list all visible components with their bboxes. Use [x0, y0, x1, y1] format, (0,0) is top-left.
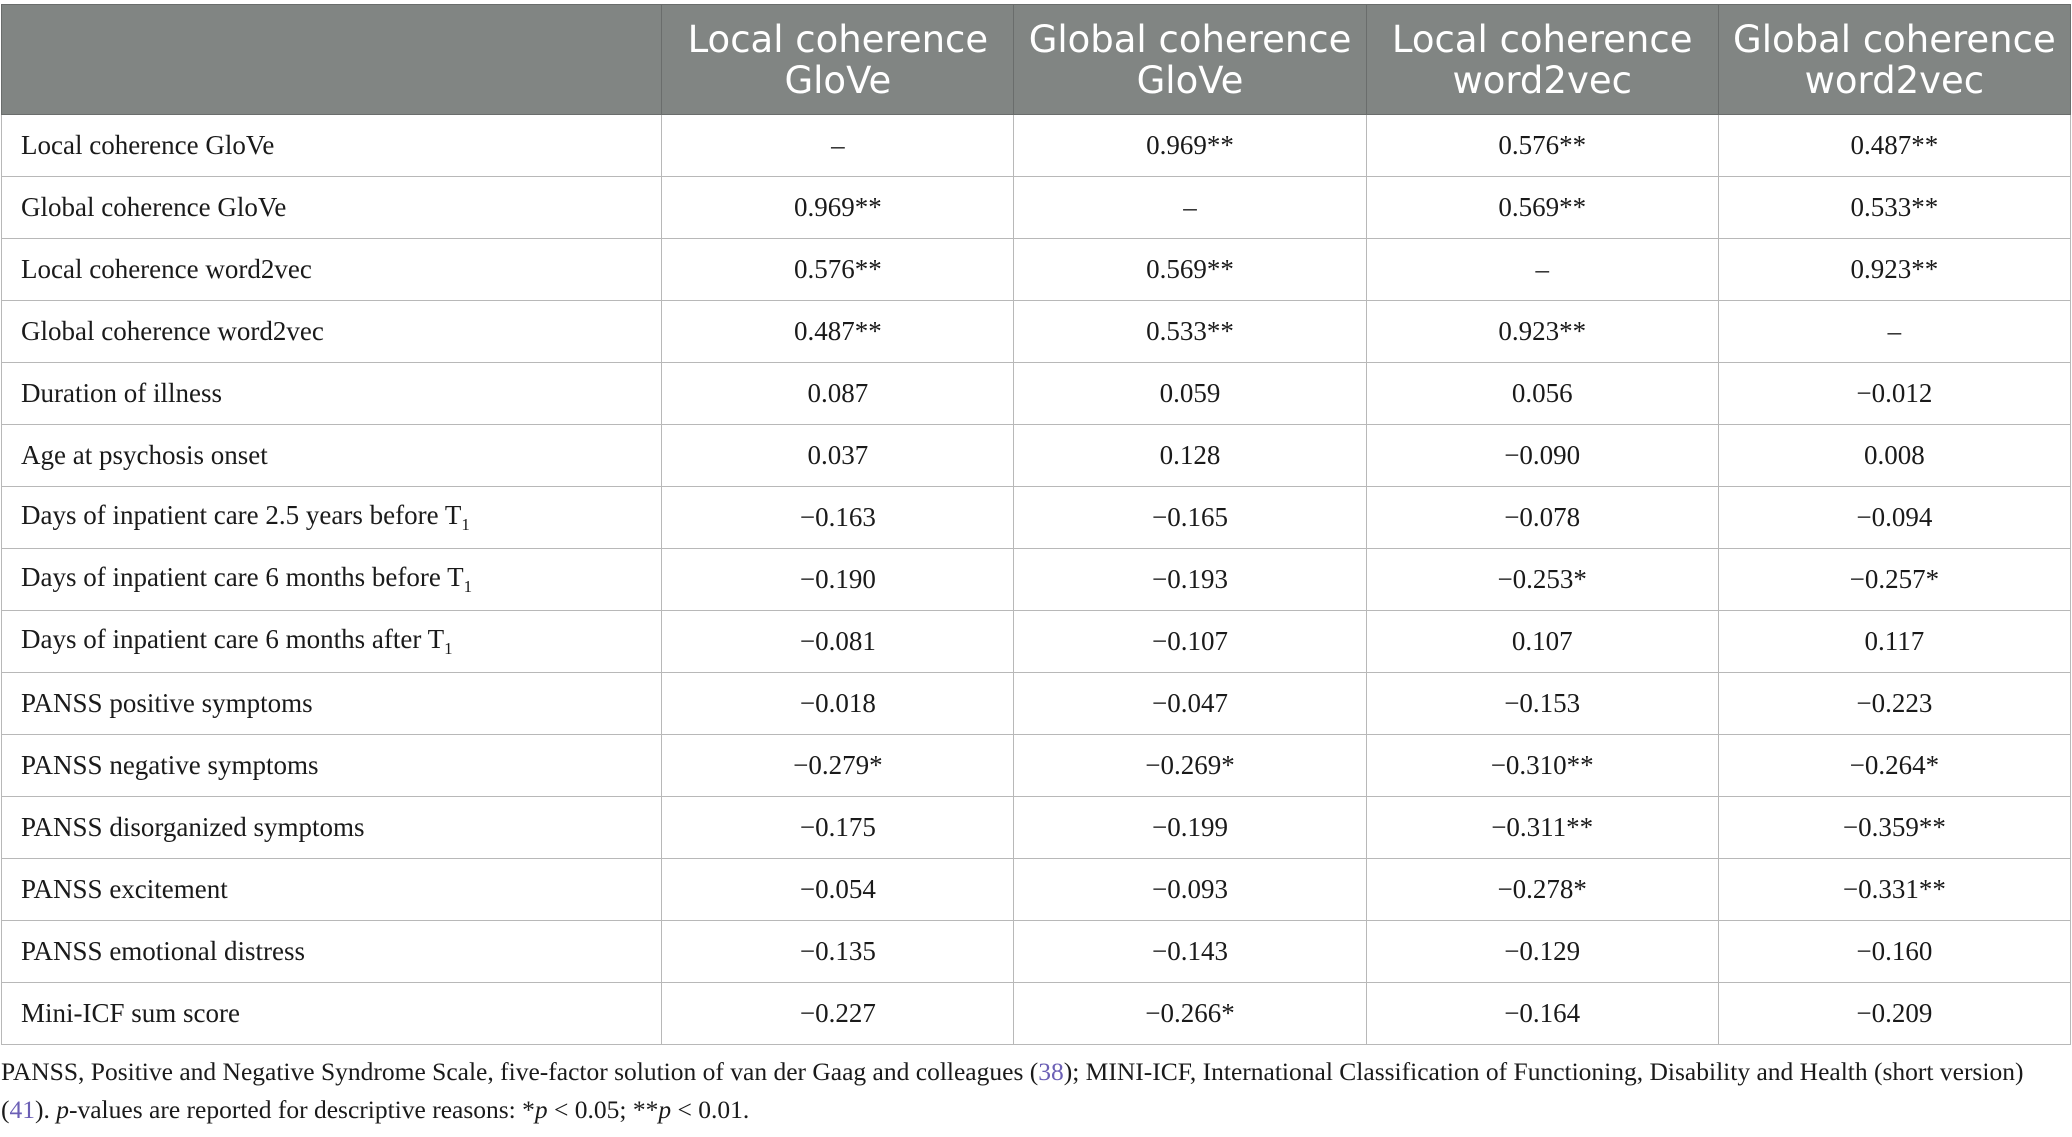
table-row — [2, 487, 2071, 549]
table-cell: – — [662, 115, 1014, 177]
column-header-line: Global coherence — [1028, 17, 1352, 61]
column-header-line: Local coherence — [687, 17, 989, 61]
row-label-text: Local coherence GloVe — [21, 130, 275, 160]
table-cell: 0.969** — [1014, 115, 1366, 177]
table-cell: 0.037 — [662, 425, 1014, 487]
reference-link-38[interactable]: 38 — [1038, 1057, 1064, 1086]
column-header-line: word2vec — [1452, 58, 1632, 102]
row-label — [2, 425, 662, 487]
footnote-italic-p: p — [56, 1095, 69, 1124]
table-row — [2, 859, 2071, 921]
row-label — [2, 611, 662, 673]
table-cell: −0.311** — [1366, 797, 1718, 859]
row-label-subscript: 1 — [444, 639, 453, 658]
column-header — [1014, 5, 1366, 115]
table-cell: −0.078 — [1366, 487, 1718, 549]
row-label-text: Days of inpatient care 6 months after T — [21, 624, 445, 654]
row-label-text: PANSS excitement — [21, 874, 228, 904]
table-cell: −0.227 — [662, 983, 1014, 1045]
table-cell: −0.107 — [1014, 611, 1366, 673]
table-cell: −0.266* — [1014, 983, 1366, 1045]
column-header-line: GloVe — [784, 58, 892, 102]
table-row — [2, 363, 2071, 425]
correlation-table — [1, 4, 2071, 1045]
table-row — [2, 301, 2071, 363]
table-row — [2, 425, 2071, 487]
table-cell: −0.278* — [1366, 859, 1718, 921]
table-cell: 0.087 — [662, 363, 1014, 425]
footnote-text: ). — [35, 1095, 57, 1124]
column-header-line: GloVe — [1136, 58, 1244, 102]
row-label — [2, 177, 662, 239]
table-footnote — [1, 1053, 2069, 1129]
table-cell: −0.199 — [1014, 797, 1366, 859]
table-cell: −0.129 — [1366, 921, 1718, 983]
column-header-line: Global coherence — [1733, 17, 2056, 61]
row-label — [2, 859, 662, 921]
row-label — [2, 735, 662, 797]
row-label — [2, 239, 662, 301]
table-cell: 0.923** — [1718, 239, 2070, 301]
table-cell: −0.012 — [1718, 363, 2070, 425]
table-cell: −0.143 — [1014, 921, 1366, 983]
row-label — [2, 487, 662, 549]
table-cell: −0.310** — [1366, 735, 1718, 797]
column-header — [1718, 5, 2070, 115]
table-cell: −0.257* — [1718, 549, 2070, 611]
table-cell: 0.533** — [1718, 177, 2070, 239]
row-label-text: Days of inpatient care 2.5 years before T — [21, 500, 462, 530]
row-label-text: Global coherence word2vec — [21, 316, 324, 346]
table-cell: 0.923** — [1366, 301, 1718, 363]
table-cell: −0.081 — [662, 611, 1014, 673]
table-cell: −0.223 — [1718, 673, 2070, 735]
row-label-text: Duration of illness — [21, 378, 222, 408]
table-cell: – — [1718, 301, 2070, 363]
header-cell-corner — [2, 5, 662, 115]
table-cell: −0.209 — [1718, 983, 2070, 1045]
table-cell: −0.094 — [1718, 487, 2070, 549]
table-row — [2, 177, 2071, 239]
footnote-text: ); MINI-ICF, International Classification of Functioning, Disability and Health (short version) ( — [1, 1057, 2024, 1124]
row-label-text: Local coherence word2vec — [21, 254, 312, 284]
footnote-text: PANSS, Positive and Negative Syndrome Scale, five-factor solution of van der Gaag and colleagues ( — [1, 1057, 1039, 1086]
table-cell: −0.269* — [1014, 735, 1366, 797]
table-cell: 0.487** — [1718, 115, 2070, 177]
row-label-text: Global coherence GloVe — [21, 192, 287, 222]
table-cell: −0.279* — [662, 735, 1014, 797]
table-row — [2, 611, 2071, 673]
table-cell: −0.253* — [1366, 549, 1718, 611]
row-label-text: PANSS negative symptoms — [21, 750, 319, 780]
table-cell: −0.054 — [662, 859, 1014, 921]
table-cell: −0.047 — [1014, 673, 1366, 735]
table-cell: 0.056 — [1366, 363, 1718, 425]
table-cell: −0.163 — [662, 487, 1014, 549]
table-row — [2, 983, 2071, 1045]
table-row — [2, 673, 2071, 735]
table-cell: 0.533** — [1014, 301, 1366, 363]
table-cell: – — [1366, 239, 1718, 301]
row-label-text: PANSS emotional distress — [21, 936, 306, 966]
table-cell: −0.160 — [1718, 921, 2070, 983]
table-cell: 0.487** — [662, 301, 1014, 363]
row-label-text: PANSS disorganized symptoms — [21, 812, 365, 842]
row-label — [2, 983, 662, 1045]
table-cell: 0.576** — [662, 239, 1014, 301]
table-body — [2, 115, 2071, 1045]
table-cell: −0.264* — [1718, 735, 2070, 797]
row-label-text: Mini-ICF sum score — [21, 998, 240, 1028]
table-cell: −0.193 — [1014, 549, 1366, 611]
table-row — [2, 115, 2071, 177]
footnote-text: < 0.01. — [671, 1095, 750, 1124]
table-cell: −0.359** — [1718, 797, 2070, 859]
row-label-subscript: 1 — [463, 577, 473, 596]
table-header-row — [2, 5, 2071, 115]
table-cell: −0.093 — [1014, 859, 1366, 921]
row-label — [2, 301, 662, 363]
row-label-text: PANSS positive symptoms — [21, 688, 313, 718]
table-cell: 0.059 — [1014, 363, 1366, 425]
table-cell: −0.090 — [1366, 425, 1718, 487]
table-cell: 0.576** — [1366, 115, 1718, 177]
row-label — [2, 797, 662, 859]
table-cell: 0.569** — [1014, 239, 1366, 301]
row-label — [2, 549, 662, 611]
table-cell: – — [1014, 177, 1366, 239]
table-row — [2, 549, 2071, 611]
column-header — [662, 5, 1014, 115]
table-cell: −0.175 — [662, 797, 1014, 859]
table-cell: −0.153 — [1366, 673, 1718, 735]
table-row — [2, 239, 2071, 301]
column-header-line: word2vec — [1804, 58, 1985, 102]
reference-link-41[interactable]: 41 — [9, 1095, 35, 1124]
table-row — [2, 921, 2071, 983]
row-label — [2, 673, 662, 735]
footnote-text: -values are reported for descriptive reasons: * — [69, 1095, 535, 1124]
table-cell: −0.331** — [1718, 859, 2070, 921]
table-cell: −0.135 — [662, 921, 1014, 983]
column-header-line: Local coherence — [1391, 17, 1693, 61]
table-cell: 0.128 — [1014, 425, 1366, 487]
table-cell: −0.165 — [1014, 487, 1366, 549]
table-cell: 0.107 — [1366, 611, 1718, 673]
footnote-text: < 0.05; ** — [547, 1095, 659, 1124]
footnote-italic-p: p — [534, 1095, 548, 1124]
table-cell: 0.969** — [662, 177, 1014, 239]
table-cell: 0.569** — [1366, 177, 1718, 239]
table-row — [2, 797, 2071, 859]
table-cell: 0.008 — [1718, 425, 2070, 487]
table-cell: −0.190 — [662, 549, 1014, 611]
footnote-italic-p: p — [658, 1095, 672, 1124]
row-label — [2, 115, 662, 177]
row-label-text: Days of inpatient care 6 months before T — [21, 562, 464, 592]
row-label — [2, 363, 662, 425]
table-cell: −0.018 — [662, 673, 1014, 735]
table-cell: 0.117 — [1718, 611, 2070, 673]
table-cell: −0.164 — [1366, 983, 1718, 1045]
column-header — [1366, 5, 1718, 115]
row-label-text: Age at psychosis onset — [21, 440, 268, 470]
row-label-subscript: 1 — [461, 515, 470, 534]
row-label — [2, 921, 662, 983]
table-row — [2, 735, 2071, 797]
